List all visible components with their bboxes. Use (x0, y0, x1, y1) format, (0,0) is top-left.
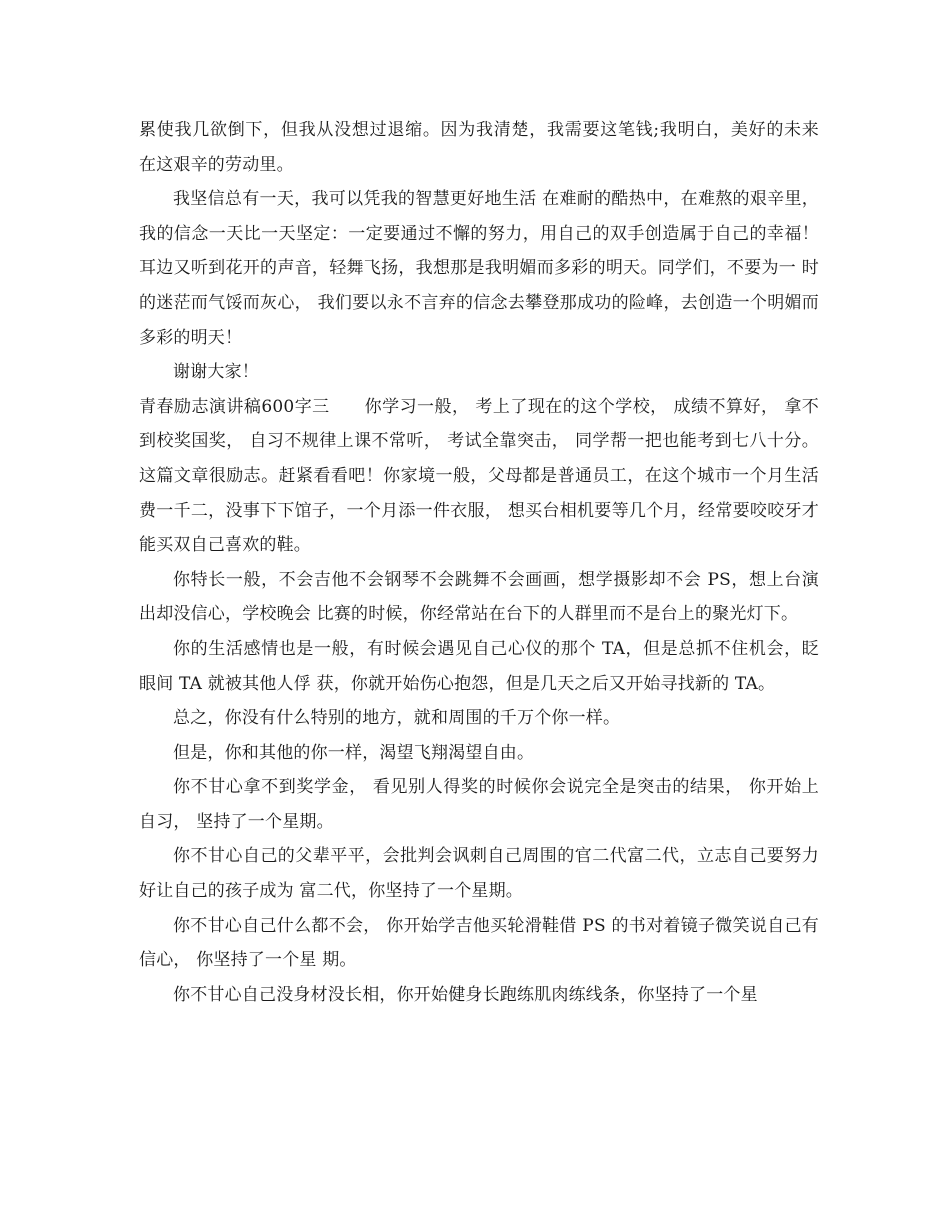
paragraph-relationships: 你的生活感情也是一般，有时候会遇见自己心仪的那个 TA，但是总抓不住机会，眨眼间 TA 就被其他人俘 获，你就开始伤心抱怨，但是几天之后又开始寻找新的 TA。 (139, 638, 819, 694)
paragraph-fitness: 你不甘心自己没身材没长相，你开始健身长跑练肌肉练线条，你坚持了一个星 (173, 984, 758, 1005)
paragraph-skills: 你不甘心自己什么都不会， 你开始学吉他买轮滑鞋借 PS 的书对着镜子微笑说自己有信心， 你坚持了一个星 期。 (139, 915, 819, 971)
paragraph-continuation: 累使我几欲倒下，但我从没想过退缩。因为我清楚，我需要这笔钱;我明白，美好的未来 在这艰辛的劳动里。 (139, 120, 819, 175)
paragraph-talent: 你特长一般，不会吉他不会钢琴不会跳舞不会画画，想学摄影却不会 PS，想上台演出却没信心，学校晚会 比赛的时候，你经常站在台下的人群里而不是台上的聚光灯下。 (139, 569, 819, 625)
document-body (139, 113, 819, 1012)
paragraph-family: 你不甘心自己的父辈平平，会批判会讽刺自己周围的官二代富二代，立志自己要努力好让自己的孩子成为 富二代，你坚持了一个星期。 (139, 846, 819, 902)
paragraph-freedom: 但是，你和其他的你一样，渴望飞翔渴望自由。 (173, 742, 535, 763)
paragraph-thanks: 谢谢大家！ (173, 362, 259, 383)
paragraph-scholarship: 你不甘心拿不到奖学金， 看见别人得奖的时候你会说完全是突击的结果， 你开始上自习， 坚持了一个星期。 (139, 777, 819, 832)
paragraph-speech-three-intro: 青春励志演讲稿600字三 你学习一般， 考上了现在的这个学校， 成绩不算好， 拿不到校奖国奖， 自习不规律上课不常听， 考试全靠突击， 同学帮一把也能考到七八十分。这篇文章很励志。赶紧看看吧！你家境一般，父母都是普通员工，在这个城市一个月生活费一千二，没事下下馆子，一个月添一件衣服， 想买台相机要等几个月，经常要咬咬牙才能买双自己喜欢的鞋。 (139, 396, 819, 556)
paragraph-summary: 总之，你没有什么特别的地方，就和周围的千万个你一样。 (173, 708, 621, 729)
paragraph-belief: 我坚信总有一天，我可以凭我的智慧更好地生活 在难耐的酷热中，在难熬的艰辛里，我的信念一天比一天坚定：一定要通过不懈的努力，用自己的双手创造属于自己的幸福！耳边又听到花开的声音，轻舞飞扬，我想那是我明媚而多彩的明天。同学们，不要为一 时的迷茫而气馁而灰心， 我们要以永不言弃的信念去攀登那成功的险峰，去创造一个明媚而 多彩的明天！ (139, 189, 819, 348)
